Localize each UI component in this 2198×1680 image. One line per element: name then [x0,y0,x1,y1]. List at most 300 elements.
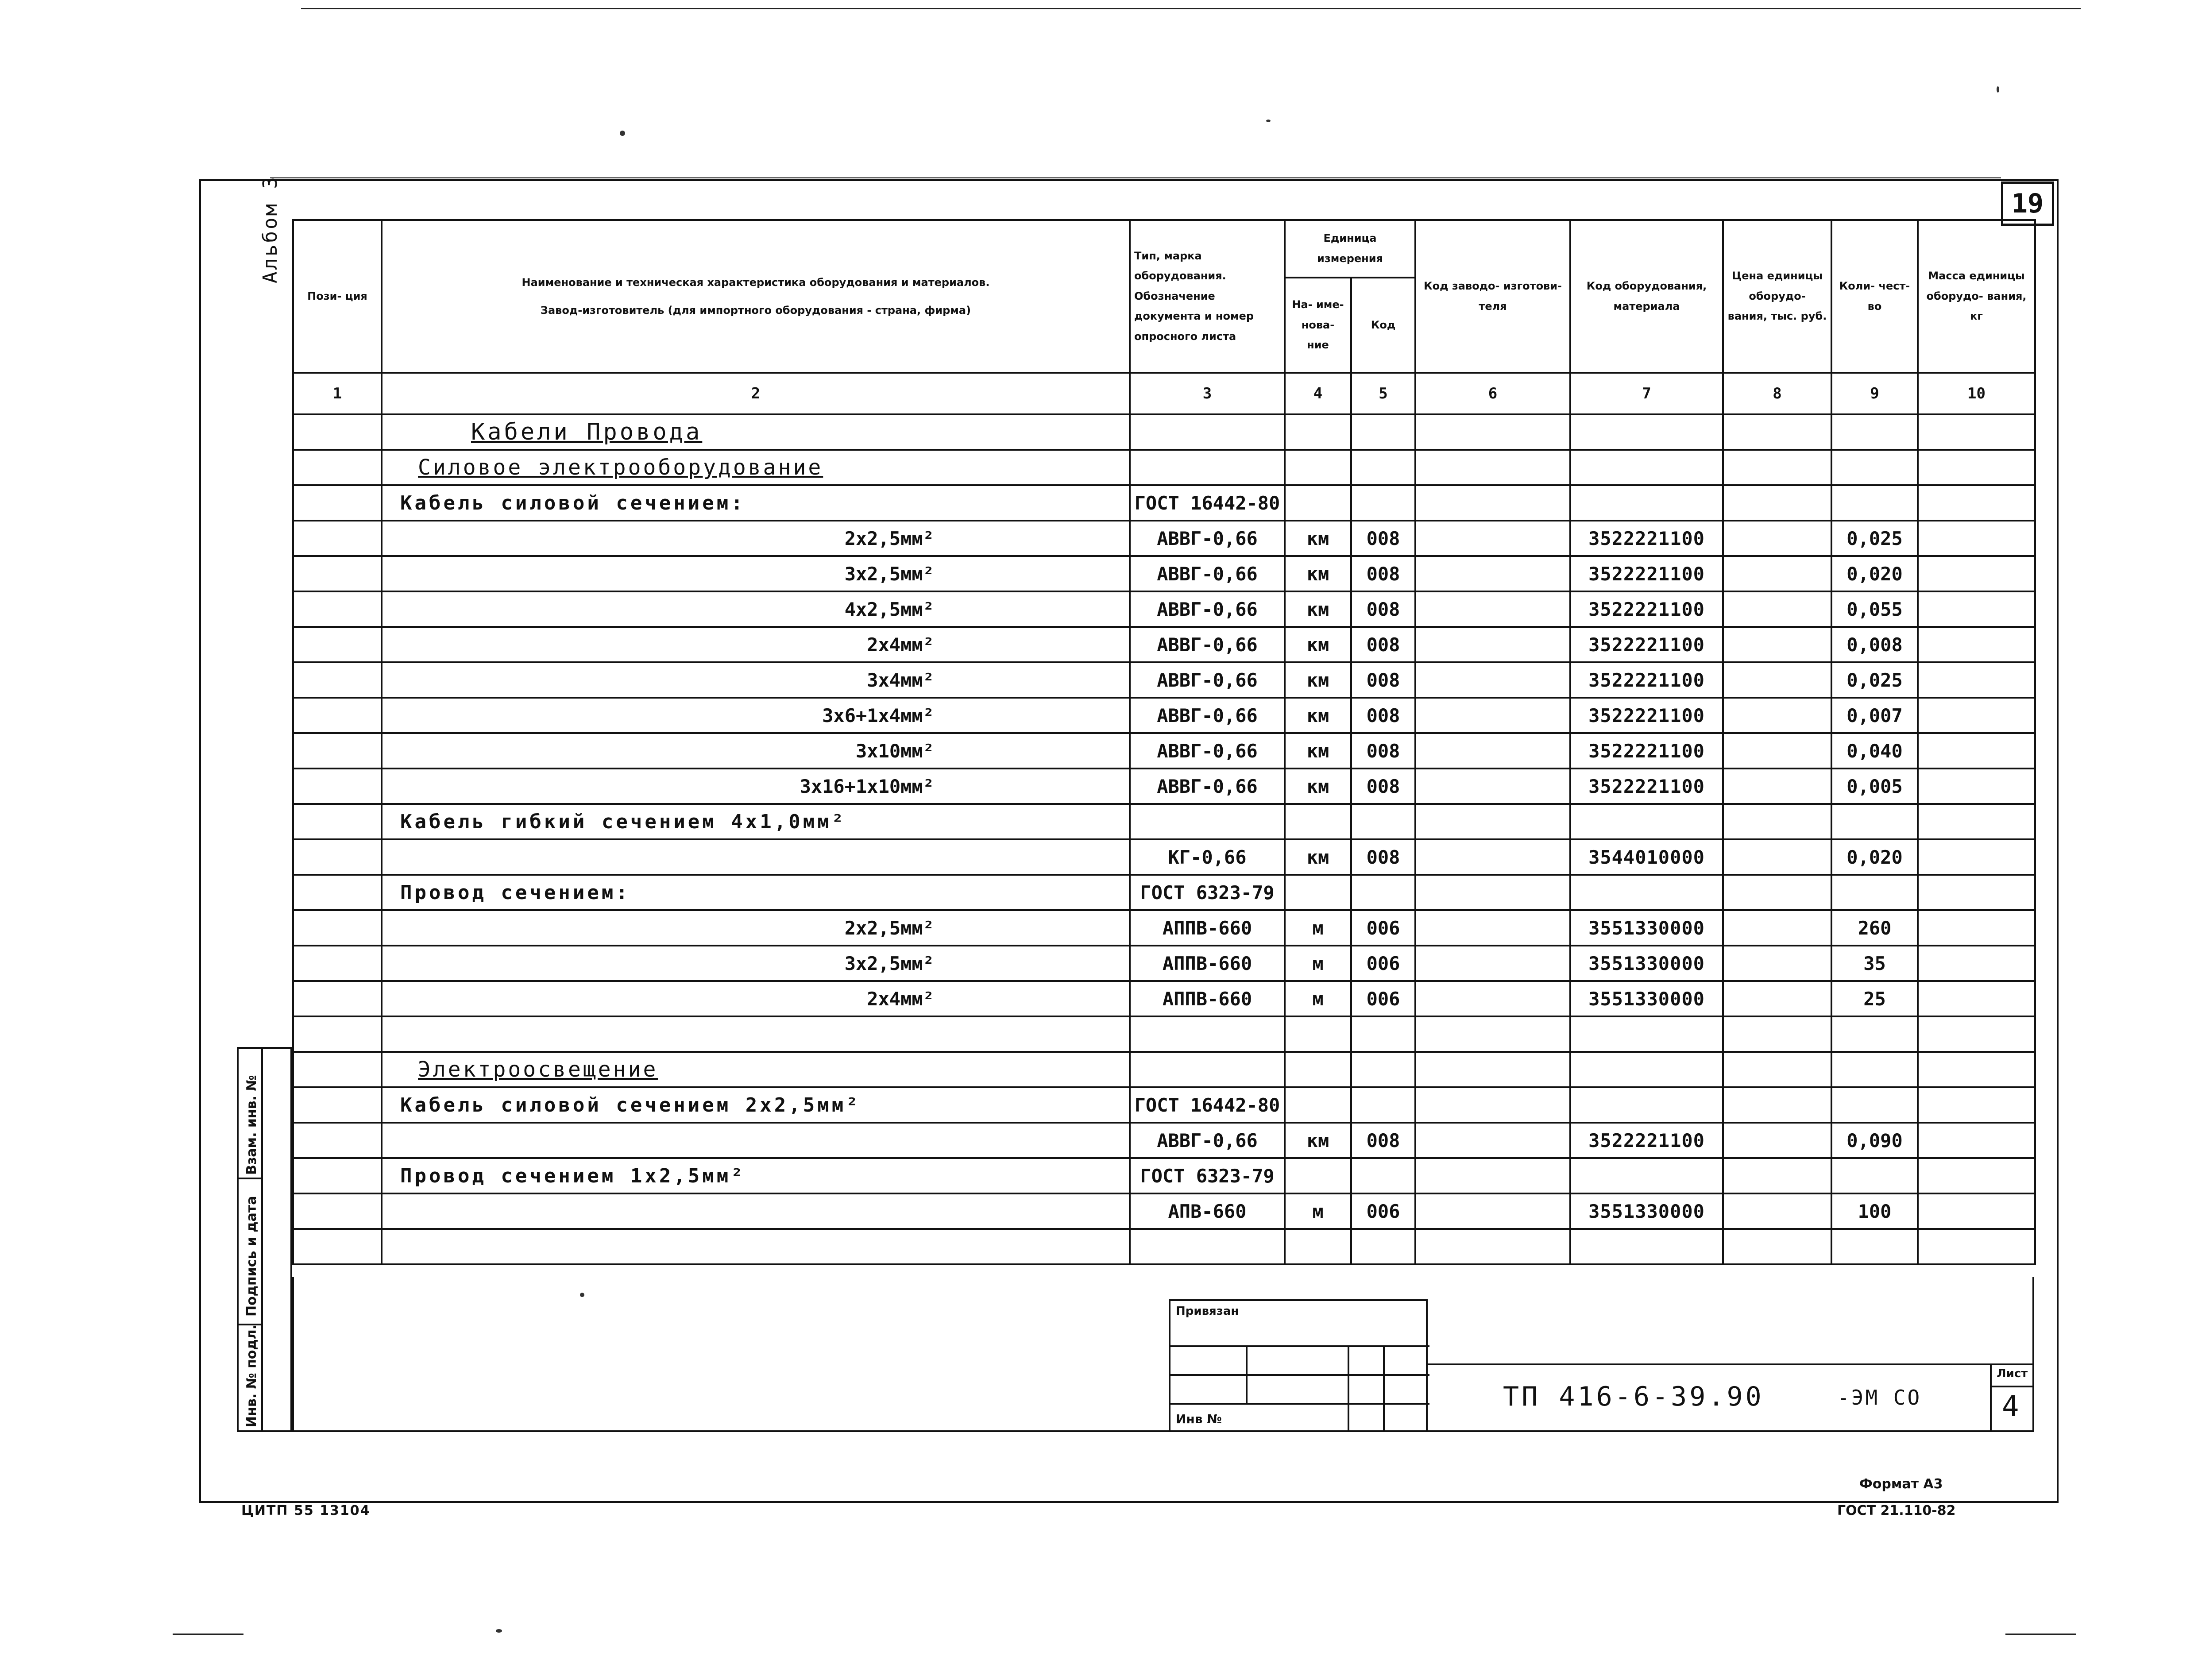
name-cell: Провод сечением: [382,875,1130,910]
type-cell: АВВГ-0,66 [1130,698,1285,733]
quantity-cell: 0,008 [1831,627,1918,662]
unit-name-cell: км [1285,591,1351,627]
mass-cell [1918,1052,2035,1087]
mass-cell [1918,1123,2035,1158]
unit-code-cell: 006 [1351,1193,1415,1229]
position-cell [293,556,382,591]
factory-code-cell [1415,521,1570,556]
stamp-grid-line [1170,1374,1429,1376]
unit-code-cell: 008 [1351,733,1415,769]
quantity-cell [1831,1229,1918,1264]
strip-label-original-inv: Инв. № подл. [244,1324,259,1427]
name-cell: Кабель силовой сечением 2х2,5мм² [382,1087,1130,1123]
stamp-grid-line [1383,1345,1385,1432]
position-cell [293,521,382,556]
quantity-cell [1831,414,1918,450]
factory-code-cell [1415,910,1570,946]
unit-code-cell: 008 [1351,839,1415,875]
quantity-cell [1831,1087,1918,1123]
print-code: ЦИТП 55 13104 [241,1503,371,1518]
quantity-cell [1831,485,1918,521]
name-cell: Провод сечением 1х2,5мм² [382,1158,1130,1193]
unit-code-cell [1351,1052,1415,1087]
price-cell [1723,1158,1831,1193]
stamp-inventory-label: Инв № [1176,1412,1222,1426]
position-cell [293,698,382,733]
unit-name-cell: км [1285,556,1351,591]
unit-code-cell [1351,1158,1415,1193]
equipment-code-cell [1570,1016,1723,1052]
equipment-code-cell: 3551330000 [1570,946,1723,981]
table-row [293,910,2035,946]
type-cell: АВВГ-0,66 [1130,1123,1285,1158]
unit-code-cell: 008 [1351,769,1415,804]
name-cell: 2х4мм² [382,627,1130,662]
name-cell: 2х2,5мм² [382,521,1130,556]
position-cell [293,769,382,804]
price-cell [1723,556,1831,591]
price-cell [1723,485,1831,521]
left-signature-strip [237,1047,292,1432]
type-cell [1130,1016,1285,1052]
name-cell: 3х6+1х4мм² [382,698,1130,733]
factory-code-cell [1415,981,1570,1016]
header-name [382,220,1130,373]
quantity-cell: 0,025 [1831,662,1918,698]
unit-name-cell [1285,1087,1351,1123]
table-row [293,1123,2035,1158]
position-cell [293,733,382,769]
equipment-code-cell [1570,450,1723,485]
factory-code-cell [1415,946,1570,981]
factory-code-cell [1415,1016,1570,1052]
name-cell [382,1016,1130,1052]
type-cell: ГОСТ 6323-79 [1130,1158,1285,1193]
mass-cell [1918,485,2035,521]
type-cell: АППВ-660 [1130,981,1285,1016]
factory-code-cell [1415,1052,1570,1087]
price-cell [1723,839,1831,875]
stamp-grid-line [1348,1345,1349,1432]
position-cell [293,591,382,627]
price-cell [1723,804,1831,839]
unit-code-cell [1351,1016,1415,1052]
equipment-code-cell: 3551330000 [1570,1193,1723,1229]
table-row [293,981,2035,1016]
factory-code-cell [1415,733,1570,769]
price-cell [1723,698,1831,733]
scan-speck [580,1293,584,1297]
mass-cell [1918,450,2035,485]
name-cell: 4х2,5мм² [382,591,1130,627]
header-name-line2: Завод-изготовитель (для импортного оборудования - страна, фирма) [540,304,971,317]
equipment-code-cell [1570,1158,1723,1193]
price-cell [1723,1087,1831,1123]
name-cell: 3х2,5мм² [382,556,1130,591]
table-row [293,521,2035,556]
column-number: 5 [1351,373,1415,414]
price-cell [1723,1123,1831,1158]
mass-cell [1918,698,2035,733]
unit-code-cell: 008 [1351,556,1415,591]
factory-code-cell [1415,414,1570,450]
table-row [293,414,2035,450]
quantity-cell: 0,055 [1831,591,1918,627]
column-number-row [293,373,2035,414]
name-cell [382,1123,1130,1158]
unit-code-cell [1351,875,1415,910]
unit-name-cell: км [1285,769,1351,804]
mass-cell [1918,556,2035,591]
position-cell [293,1229,382,1264]
unit-code-cell [1351,804,1415,839]
frame-top-line [270,177,2001,178]
table-row [293,1016,2035,1052]
price-cell [1723,414,1831,450]
type-cell: АПВ-660 [1130,1193,1285,1229]
column-number: 8 [1723,373,1831,414]
type-cell: АППВ-660 [1130,910,1285,946]
price-cell [1723,521,1831,556]
position-cell [293,839,382,875]
equipment-code-cell: 3522221100 [1570,662,1723,698]
table-row [293,839,2035,875]
price-cell [1723,1229,1831,1264]
quantity-cell: 0,025 [1831,521,1918,556]
price-cell [1723,875,1831,910]
position-cell [293,981,382,1016]
table-row [293,804,2035,839]
unit-code-cell [1351,414,1415,450]
table-row [293,769,2035,804]
equipment-code-cell: 3522221100 [1570,591,1723,627]
column-number: 10 [1918,373,2035,414]
quantity-cell: 100 [1831,1193,1918,1229]
document-mark: -ЭМ СО [1837,1386,1922,1410]
mass-cell [1918,1087,2035,1123]
factory-code-cell [1415,556,1570,591]
quantity-cell: 0,007 [1831,698,1918,733]
album-label: Альбом 3 [259,175,282,283]
header-position: Пози- ция [293,220,382,373]
position-cell [293,910,382,946]
unit-name-cell: км [1285,698,1351,733]
unit-code-cell: 008 [1351,1123,1415,1158]
position-cell [293,1123,382,1158]
price-cell [1723,1052,1831,1087]
format-label: Формат А3 [1859,1476,1943,1492]
position-cell [293,485,382,521]
quantity-cell [1831,1158,1918,1193]
header-name-line1: Наименование и техническая характеристика оборудования и материалов. [521,276,990,289]
factory-code-cell [1415,804,1570,839]
sheet-number: 19 [2001,182,2054,226]
type-cell [1130,414,1285,450]
table-row [293,698,2035,733]
header-price: Цена единицы оборудо- вания, тыс. руб. [1723,220,1831,373]
mass-cell [1918,733,2035,769]
name-cell: 3х2,5мм² [382,946,1130,981]
name-cell: 2х4мм² [382,981,1130,1016]
price-cell [1723,1016,1831,1052]
position-cell [293,662,382,698]
factory-code-cell [1415,1229,1570,1264]
column-number: 1 [293,373,382,414]
table-row [293,1158,2035,1193]
stamp-grid-line [1170,1403,1429,1405]
unit-code-cell [1351,1229,1415,1264]
equipment-code-cell [1570,1229,1723,1264]
stamp-title: Привязан [1176,1305,1239,1318]
unit-name-cell [1285,450,1351,485]
name-cell: 3х10мм² [382,733,1130,769]
scan-speck [496,1629,502,1633]
unit-code-cell: 008 [1351,698,1415,733]
equipment-code-cell: 3551330000 [1570,981,1723,1016]
equipment-code-cell [1570,485,1723,521]
name-cell: 2х2,5мм² [382,910,1130,946]
name-cell: 3х4мм² [382,662,1130,698]
factory-code-cell [1415,450,1570,485]
factory-code-cell [1415,839,1570,875]
type-cell: АВВГ-0,66 [1130,591,1285,627]
bottom-edge-line [173,1634,243,1635]
quantity-cell: 25 [1831,981,1918,1016]
header-type: Тип, марка оборудования. Обозначение документа и номер опросного листа [1130,220,1285,373]
unit-name-cell: км [1285,627,1351,662]
mass-cell [1918,414,2035,450]
factory-code-cell [1415,662,1570,698]
unit-code-cell [1351,485,1415,521]
table-row [293,662,2035,698]
quantity-cell [1831,450,1918,485]
mass-cell [1918,521,2035,556]
unit-name-cell [1285,1229,1351,1264]
mass-cell [1918,662,2035,698]
scan-speck [620,131,625,136]
equipment-code-cell [1570,804,1723,839]
factory-code-cell [1415,1123,1570,1158]
factory-code-cell [1415,485,1570,521]
price-cell [1723,662,1831,698]
equipment-code-cell: 3551330000 [1570,910,1723,946]
equipment-code-cell [1570,1052,1723,1087]
unit-code-cell: 008 [1351,662,1415,698]
equipment-code-cell: 3522221100 [1570,627,1723,662]
unit-name-cell: м [1285,1193,1351,1229]
column-number: 4 [1285,373,1351,414]
equipment-code-cell: 3522221100 [1570,769,1723,804]
mass-cell [1918,946,2035,981]
type-cell: АВВГ-0,66 [1130,556,1285,591]
mass-cell [1918,839,2035,875]
unit-name-cell: м [1285,981,1351,1016]
column-number: 2 [382,373,1130,414]
unit-name-cell: км [1285,662,1351,698]
factory-code-cell [1415,1087,1570,1123]
table-row [293,875,2035,910]
mass-cell [1918,1158,2035,1193]
name-cell: 3х16+1х10мм² [382,769,1130,804]
type-cell: КГ-0,66 [1130,839,1285,875]
specification-table [292,219,2036,1265]
position-cell [293,450,382,485]
unit-code-cell [1351,1087,1415,1123]
mass-cell [1918,804,2035,839]
quantity-cell: 0,020 [1831,556,1918,591]
type-cell [1130,1229,1285,1264]
type-cell: АВВГ-0,66 [1130,769,1285,804]
factory-code-cell [1415,698,1570,733]
quantity-cell [1831,804,1918,839]
position-cell [293,1158,382,1193]
table-row [293,1193,2035,1229]
name-cell: Силовое электрооборудование [382,450,1130,485]
equipment-code-cell [1570,1087,1723,1123]
top-edge-line [301,8,2081,9]
position-cell [293,1087,382,1123]
scan-speck [1997,86,1999,93]
mass-cell [1918,1016,2035,1052]
quantity-cell: 0,090 [1831,1123,1918,1158]
stamp-grid-line [1170,1345,1429,1347]
unit-name-cell: км [1285,1123,1351,1158]
equipment-code-cell [1570,875,1723,910]
type-cell: АВВГ-0,66 [1130,627,1285,662]
header-mass: Масса единицы оборудо- вания, кг [1918,220,2035,373]
column-number: 6 [1415,373,1570,414]
position-cell [293,1016,382,1052]
name-cell [382,839,1130,875]
mass-cell [1918,627,2035,662]
header-equipment-code: Код оборудования, материала [1570,220,1723,373]
column-number: 9 [1831,373,1918,414]
table-row [293,627,2035,662]
price-cell [1723,769,1831,804]
price-cell [1723,1193,1831,1229]
table-row [293,1087,2035,1123]
header-unit-name: На- име- нова- ние [1285,278,1351,373]
price-cell [1723,627,1831,662]
position-cell [293,414,382,450]
price-cell [1723,981,1831,1016]
price-cell [1723,946,1831,981]
name-cell: Кабели Провода [382,414,1130,450]
factory-code-cell [1415,875,1570,910]
equipment-code-cell: 3522221100 [1570,521,1723,556]
type-cell: ГОСТ 16442-80 [1130,485,1285,521]
type-cell: АВВГ-0,66 [1130,662,1285,698]
header-factory-code: Код заводо- изготови- теля [1415,220,1570,373]
position-cell [293,1193,382,1229]
stamp-grid-line [1246,1345,1248,1403]
unit-name-cell: м [1285,946,1351,981]
factory-code-cell [1415,1158,1570,1193]
type-cell [1130,804,1285,839]
position-cell [293,946,382,981]
equipment-code-cell: 3544010000 [1570,839,1723,875]
factory-code-cell [1415,769,1570,804]
sheet-box-divider [1990,1386,2034,1387]
equipment-code-cell: 3522221100 [1570,733,1723,769]
unit-name-cell [1285,485,1351,521]
table-row [293,591,2035,627]
type-cell: ГОСТ 16442-80 [1130,1087,1285,1123]
price-cell [1723,450,1831,485]
sheet-label: Лист [1997,1367,2028,1380]
unit-code-cell: 006 [1351,946,1415,981]
unit-name-cell: км [1285,839,1351,875]
equipment-code-cell: 3522221100 [1570,698,1723,733]
table-row [293,733,2035,769]
position-cell [293,804,382,839]
header-units: Единица измерения [1285,220,1415,278]
unit-name-cell: км [1285,733,1351,769]
mass-cell [1918,591,2035,627]
quantity-cell [1831,1052,1918,1087]
price-cell [1723,910,1831,946]
unit-name-cell [1285,1052,1351,1087]
bottom-edge-line-right [2005,1634,2076,1635]
factory-code-cell [1415,1193,1570,1229]
quantity-cell: 0,005 [1831,769,1918,804]
sheet-value: 4 [2002,1390,2019,1423]
type-cell: АППВ-660 [1130,946,1285,981]
quantity-cell: 0,040 [1831,733,1918,769]
table-row [293,556,2035,591]
document-code: ТП 416-6-39.90 [1503,1381,1764,1412]
unit-name-cell [1285,1158,1351,1193]
unit-name-cell [1285,875,1351,910]
type-cell [1130,1052,1285,1087]
quantity-cell: 260 [1831,910,1918,946]
price-cell [1723,733,1831,769]
unit-code-cell: 008 [1351,591,1415,627]
mass-cell [1918,1193,2035,1229]
strip-label-signature-date: Подпись и дата [244,1196,259,1317]
table-row [293,1229,2035,1264]
quantity-cell: 35 [1831,946,1918,981]
position-cell [293,627,382,662]
unit-name-cell [1285,1016,1351,1052]
name-cell: Кабель гибкий сечением 4х1,0мм² [382,804,1130,839]
unit-name-cell: м [1285,910,1351,946]
unit-code-cell: 006 [1351,910,1415,946]
quantity-cell [1831,1016,1918,1052]
type-cell [1130,450,1285,485]
name-cell: Кабель силовой сечением: [382,485,1130,521]
equipment-code-cell: 3522221100 [1570,556,1723,591]
type-cell: АВВГ-0,66 [1130,733,1285,769]
header-quantity: Коли- чест- во [1831,220,1918,373]
mass-cell [1918,875,2035,910]
table-row [293,1052,2035,1087]
unit-code-cell [1351,450,1415,485]
unit-code-cell: 006 [1351,981,1415,1016]
name-cell [382,1229,1130,1264]
type-cell: АВВГ-0,66 [1130,521,1285,556]
unit-code-cell: 008 [1351,627,1415,662]
equipment-code-cell: 3522221100 [1570,1123,1723,1158]
column-number: 7 [1570,373,1723,414]
column-number: 3 [1130,373,1285,414]
equipment-code-cell [1570,414,1723,450]
factory-code-cell [1415,627,1570,662]
type-cell: ГОСТ 6323-79 [1130,875,1285,910]
position-cell [293,1052,382,1087]
gost-label: ГОСТ 21.110-82 [1837,1503,1956,1518]
factory-code-cell [1415,591,1570,627]
